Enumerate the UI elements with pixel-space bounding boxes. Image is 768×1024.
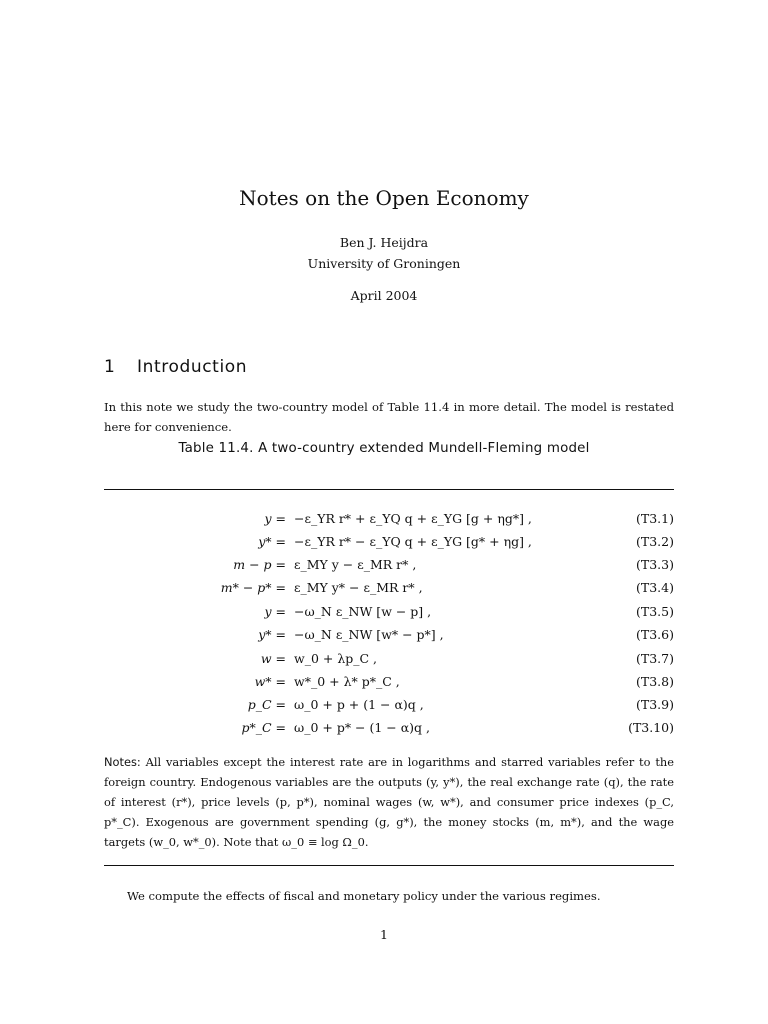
section-heading	[104, 357, 247, 377]
equation-lhs: p*_C =	[241, 720, 286, 735]
equation-row	[104, 580, 674, 602]
notes-text: All variables except the interest rate are in logarithms and starred variables refer to the foreign country. Endogenous variables are the outputs (y, y*), the real exchange rate (q), the rate of interest (r*), price levels (p, p*), nominal wages (w, w*), and consumer price indexes (p_C, p*_C). Exogenous are government spending (g, g*), the money stocks (m, m*), and the wage targets (w_0, w*_0). Note that ω_0 ≡ log Ω_0.	[104, 755, 674, 849]
author-affiliation: University of Groningen	[307, 256, 461, 271]
equation-rhs: ω_0 + p + (1 − α)q ,	[294, 697, 424, 712]
equation-rhs: −ε_YR r* + ε_YQ q + ε_YG [g + ηg*] ,	[294, 511, 532, 526]
equation-rhs: −ω_N ε_NW [w* − p*] ,	[294, 627, 444, 642]
equation-rhs: w_0 + λp_C ,	[294, 651, 378, 666]
author-name: Ben J. Heijdra	[339, 235, 429, 250]
equation-number: (T3.6)	[636, 627, 674, 642]
equation-number: (T3.9)	[636, 697, 674, 712]
equation-lhs: y =	[264, 511, 286, 526]
table-caption: Table 11.4. A two-country extended Mundell-Fleming model	[178, 441, 590, 456]
equation-row	[104, 674, 674, 696]
equation-lhs: m − p =	[233, 557, 286, 572]
equation-number: (T3.10)	[628, 720, 674, 735]
equation-lhs: w =	[260, 651, 286, 666]
equation-rhs: ω_0 + p* − (1 − α)q ,	[294, 720, 431, 735]
equation-number: (T3.7)	[636, 651, 674, 666]
equation-row	[104, 651, 674, 673]
table-top-rule	[104, 489, 674, 490]
equation-row	[104, 511, 674, 533]
equation-rhs: ε_MY y − ε_MR r* ,	[294, 557, 417, 572]
equation-lhs: y* =	[258, 534, 286, 549]
table-notes	[104, 752, 674, 852]
equation-lhs: y* =	[258, 627, 286, 642]
paper-title: Notes on the Open Economy	[239, 186, 529, 210]
equation-number: (T3.5)	[636, 604, 674, 619]
intro-paragraph: In this note we study the two-country model of Table 11.4 in more detail. The model is restated here for convenience.	[104, 400, 674, 434]
notes-label: Notes:	[104, 755, 141, 769]
equation-number: (T3.8)	[636, 674, 674, 689]
equation-rhs: −ε_YR r* − ε_YQ q + ε_YG [g* + ηg] ,	[294, 534, 532, 549]
closing-paragraph: We compute the effects of fiscal and monetary policy under the various regimes.	[127, 889, 601, 903]
equation-row	[104, 604, 674, 626]
equation-number: (T3.4)	[636, 580, 674, 595]
equation-lhs: y =	[264, 604, 286, 619]
equation-lhs: p_C =	[247, 697, 286, 712]
equation-row	[104, 720, 674, 742]
equation-row	[104, 627, 674, 649]
page-number: 1	[380, 927, 388, 942]
equation-lhs: w* =	[254, 674, 286, 689]
equation-row	[104, 534, 674, 556]
equation-rhs: −ω_N ε_NW [w − p] ,	[294, 604, 432, 619]
equation-row	[104, 697, 674, 719]
equation-row	[104, 557, 674, 579]
equation-rhs: ε_MY y* − ε_MR r* ,	[294, 580, 423, 595]
paper-date: April 2004	[350, 288, 418, 303]
equation-rhs: w*_0 + λ* p*_C ,	[294, 674, 400, 689]
table-bottom-rule	[104, 865, 674, 866]
section-number: 1	[104, 357, 116, 377]
equation-number: (T3.2)	[636, 534, 674, 549]
section-title: Introduction	[137, 357, 248, 377]
equation-lhs: m* − p* =	[220, 580, 286, 595]
equation-number: (T3.1)	[636, 511, 674, 526]
equation-number: (T3.3)	[636, 557, 674, 572]
